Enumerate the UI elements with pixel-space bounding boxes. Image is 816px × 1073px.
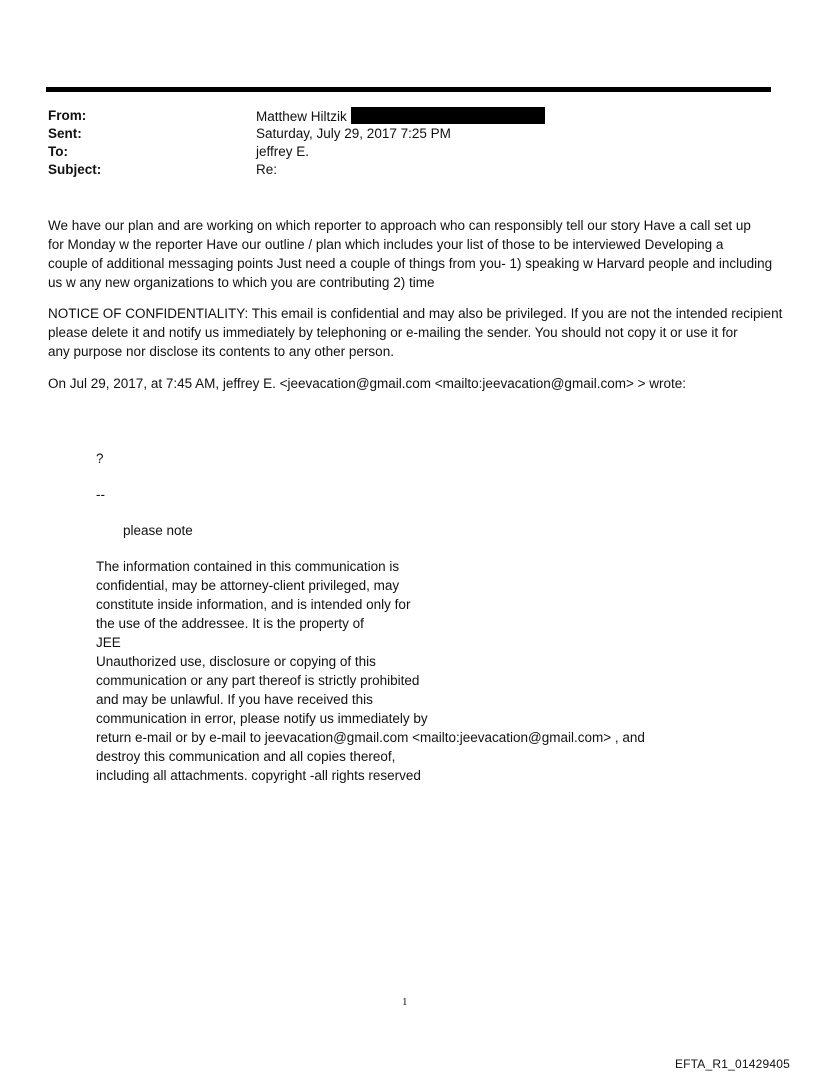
disclaimer-line: JEE <box>96 635 121 650</box>
sent-value: Saturday, July 29, 2017 7:25 PM <box>256 126 451 141</box>
subject-label: Subject: <box>48 162 102 177</box>
disclaimer-line: constitute inside information, and is intended only for <box>96 597 411 612</box>
from-value <box>256 107 545 126</box>
notice-line: please delete it and notify us immediately by telephoning or e-mailing the sender. You should not copy it or use it for <box>48 325 738 340</box>
message-line: We have our plan and are working on which reporter to approach who can responsibly tell our story Have a call set up <box>48 218 751 233</box>
disclaimer <box>96 557 645 785</box>
disclaimer-line: including all attachments. copyright -all rights reserved <box>96 768 421 783</box>
signature-separator: -- <box>96 487 105 502</box>
email-header <box>48 107 748 179</box>
message-line: us w any new organizations to which you are contributing 2) time <box>48 275 435 290</box>
from-label: From: <box>48 108 87 123</box>
disclaimer-line: and may be unlawful. If you have received this <box>96 692 373 707</box>
disclaimer-line: communication in error, please notify us immediately by <box>96 711 428 726</box>
confidentiality-notice <box>48 304 783 361</box>
disclaimer-line: communication or any part thereof is strictly prohibited <box>96 673 420 688</box>
to-label: To: <box>48 144 68 159</box>
subject-value: Re: <box>256 162 278 177</box>
message-line: couple of additional messaging points Just need a couple of things from you- 1) speaking w Harvard people and including <box>48 256 773 271</box>
disclaimer-line: confidential, may be attorney-client privileged, may <box>96 578 400 593</box>
quoted-question: ? <box>96 451 104 466</box>
sent-label: Sent: <box>48 126 82 141</box>
please-note: please note <box>123 523 193 538</box>
disclaimer-line: destroy this communication and all copies thereof, <box>96 749 396 764</box>
page-number: 1 <box>402 996 408 1008</box>
to-row <box>48 143 748 161</box>
notice-line: NOTICE OF CONFIDENTIALITY: This email is confidential and may also be privileged. If you are not the intended recipient <box>48 306 783 321</box>
to-value: jeffrey E. <box>256 144 310 159</box>
redaction-box <box>351 107 545 124</box>
disclaimer-line: Unauthorized use, disclosure or copying of this <box>96 654 376 669</box>
message-body <box>48 216 778 292</box>
quote-intro: On Jul 29, 2017, at 7:45 AM, jeffrey E. <jeevacation@gmail.com <mailto:jeevacation@gmail.com> > wrote: <box>48 376 686 391</box>
disclaimer-line: the use of the addressee. It is the property of <box>96 616 364 631</box>
sender-name: Matthew Hiltzik <box>256 109 347 124</box>
from-row <box>48 107 748 125</box>
notice-line: any purpose nor disclose its contents to any other person. <box>48 344 394 359</box>
disclaimer-line: The information contained in this communication is <box>96 559 400 574</box>
sent-row <box>48 125 748 143</box>
header-rule <box>46 87 771 92</box>
disclaimer-line: return e-mail or by e-mail to jeevacation@gmail.com <mailto:jeevacation@gmail.com> , and <box>96 730 645 745</box>
subject-row <box>48 161 748 179</box>
bates-number: EFTA_R1_01429405 <box>674 1057 790 1071</box>
message-line: for Monday w the reporter Have our outline / plan which includes your list of those to be interviewed Developing a <box>48 237 724 252</box>
